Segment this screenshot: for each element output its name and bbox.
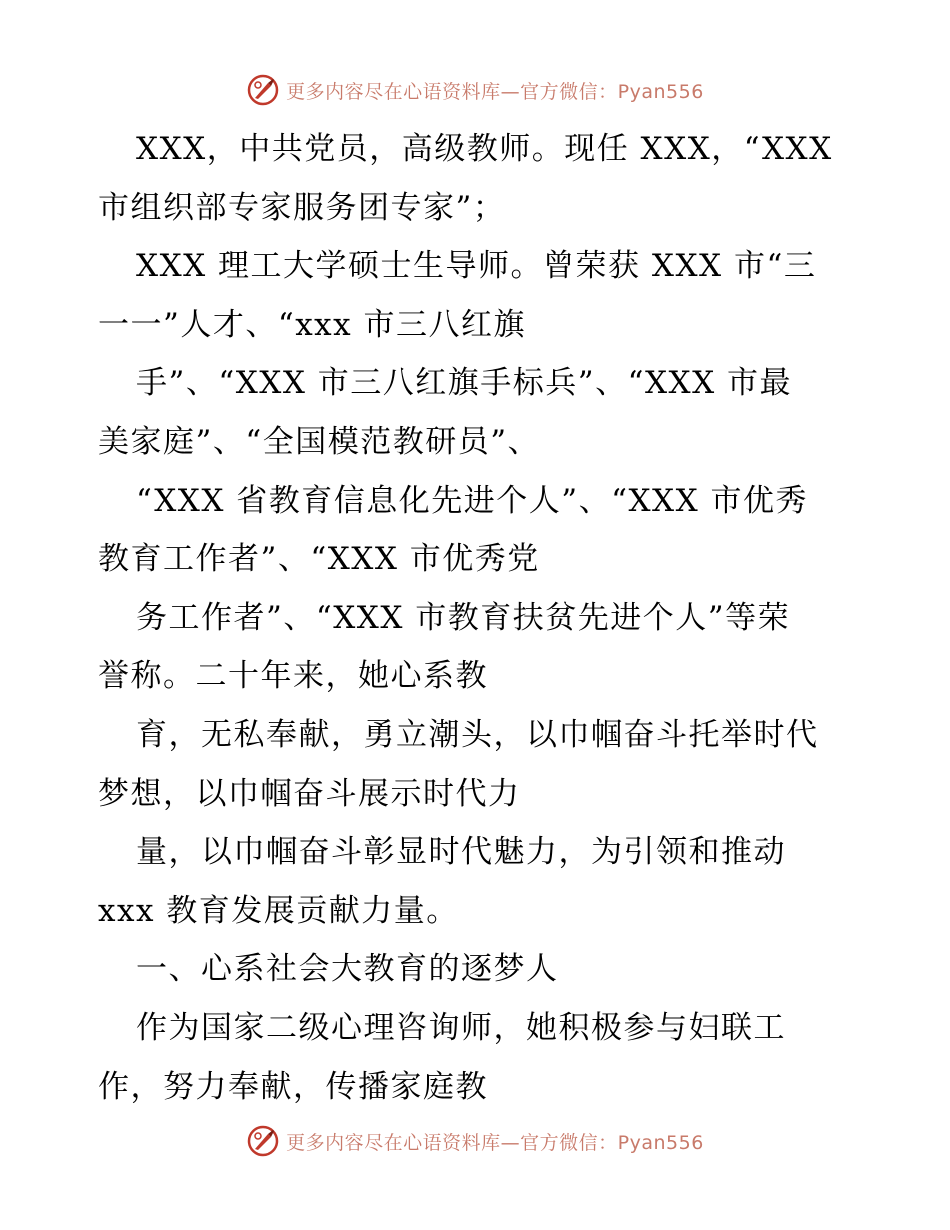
body-line: 育，无私奉献，勇立潮头，以巾帼奋斗托举时代	[136, 716, 819, 753]
body-line: 量，以巾帼奋斗彰显时代魅力，为引领和推动	[136, 834, 786, 871]
body-line: “XXX 省教育信息化先进个人”、“XXX 市优秀	[136, 482, 809, 519]
body-line: 教育工作者”、“XXX 市优秀党	[98, 541, 540, 578]
quill-logo-icon	[246, 73, 280, 107]
watermark-text: 更多内容尽在心语资料库—官方微信：Pyan556	[286, 80, 704, 103]
watermark-text: 更多内容尽在心语资料库—官方微信：Pyan556	[286, 1131, 704, 1154]
body-line: XXX 理工大学硕士生导师。曾荣获 XXX 市“三	[136, 248, 817, 285]
body-line: 美家庭”、“全国模范教研员”、	[98, 423, 541, 460]
body-line: 手”、“XXX 市三八红旗手标兵”、“XXX 市最	[136, 365, 793, 402]
body-line: XXX，中共党员，高级教师。现任 XXX，“XXX	[136, 131, 833, 167]
document-body	[98, 120, 858, 1116]
body-line: 梦想，以巾帼奋斗展示时代力	[98, 775, 521, 812]
body-line: 誉称。二十年来，她心系教	[98, 658, 488, 695]
body-line: 作，努力奉献，传播家庭教	[98, 1068, 488, 1105]
body-line: 作为国家二级心理咨询师，她积极参与妇联工	[136, 1009, 786, 1046]
watermark-banner-bottom	[0, 1121, 950, 1161]
body-line: 一一”人才、“xxx 市三八红旗	[98, 306, 526, 343]
body-line: xxx 教育发展贡献力量。	[98, 892, 459, 929]
body-line: 务工作者”、“XXX 市教育扶贫先进个人”等荣	[136, 599, 791, 636]
watermark-banner-top	[0, 70, 950, 110]
quill-logo-icon	[246, 1124, 280, 1158]
body-line: 市组织部专家服务团专家”；	[98, 189, 506, 226]
body-line: 一、心系社会大教育的逐梦人	[136, 951, 559, 988]
